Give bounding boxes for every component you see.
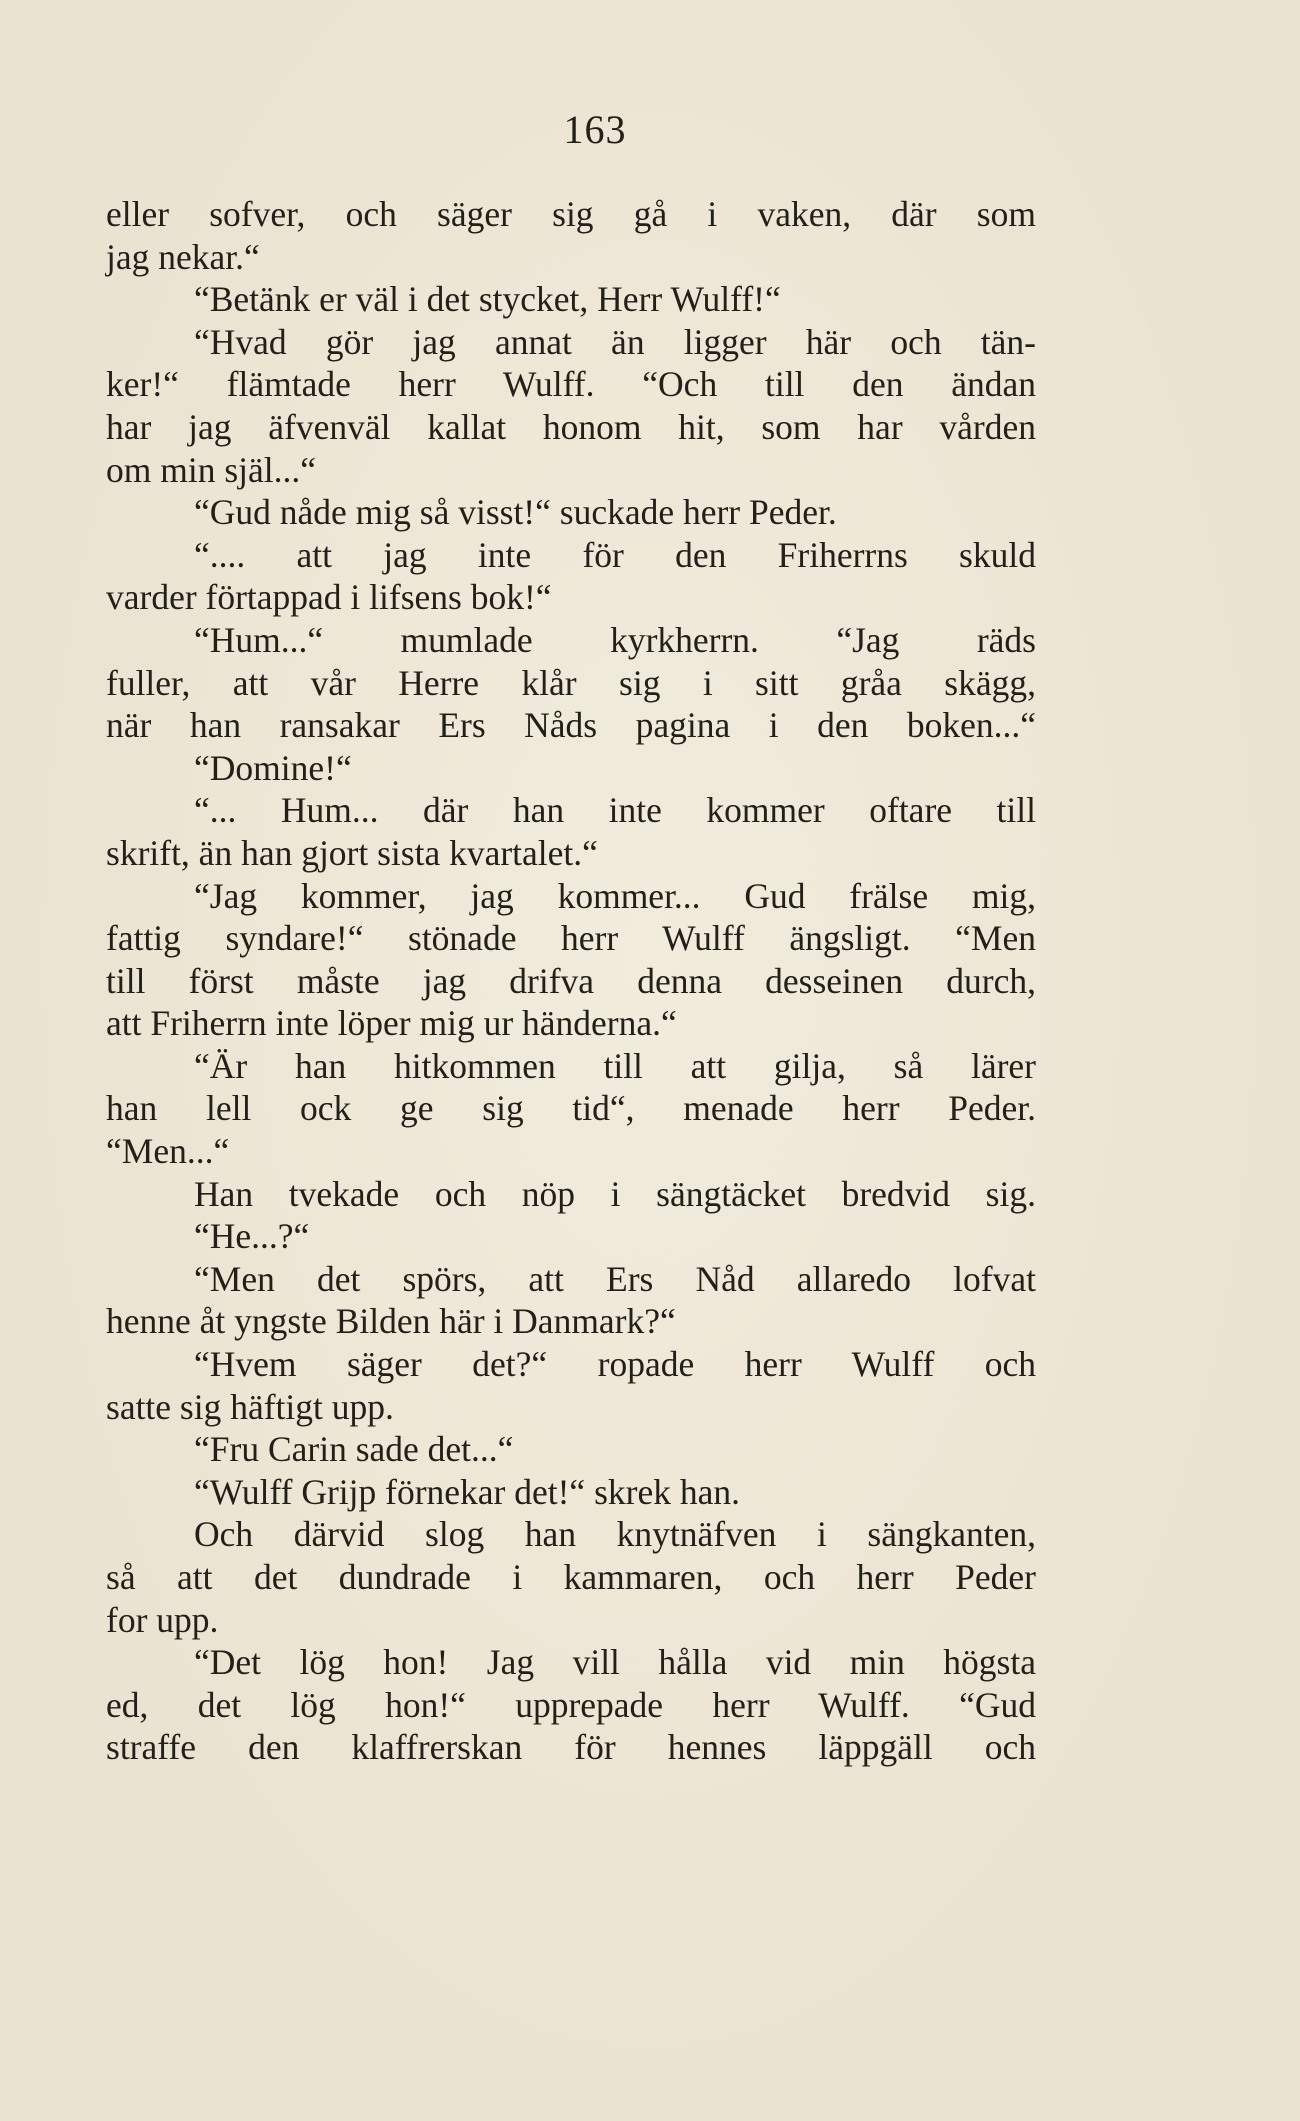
text-line: så att det dundrade i kammaren, och herr Peder [106, 1557, 1036, 1597]
text-line: har jag äfvenväl kallat honom hit, som har vården [106, 406, 1036, 447]
text-line: när han ransakar Ers Nåds pagina i den boken...“ [106, 705, 1036, 746]
text-line: varder förtappad i lifsens bok!“ [106, 577, 552, 618]
text-line: “He...?“ [194, 1216, 310, 1257]
text-line: “Gud nåde mig så visst!“ suckade herr Peder. [194, 492, 837, 533]
text-line: skrift, än han gjort sista kvartalet.“ [106, 832, 598, 873]
text-line: “Men det spörs, att Ers Nåd allaredo lofvat [194, 1258, 1036, 1299]
text-line: “Domine!“ [194, 747, 352, 788]
text-line: “Fru Carin sade det...“ [194, 1429, 514, 1470]
text-line: “Men...“ [106, 1131, 230, 1172]
text-line: ed, det lög hon!“ upprepade herr Wulff. “Gud [106, 1684, 1036, 1725]
text-line: att Friherrn inte löper mig ur händerna.“ [106, 1003, 677, 1044]
text-line: “Är han hitkommen till att gilja, så lärer [194, 1045, 1036, 1086]
text-line: “Jag kommer, jag kommer... Gud frälse mig, [194, 875, 1036, 916]
text-line: eller sofver, och säger sig gå i vaken, där som [106, 194, 1036, 234]
text-line: han lell ock ge sig tid“, menade herr Peder. [106, 1088, 1036, 1129]
text-line: till först måste jag drifva denna desseinen durch, [106, 960, 1036, 1001]
text-line: for upp. [106, 1599, 219, 1640]
text-line: satte sig häftigt upp. [106, 1386, 394, 1427]
text-line: om min själ...“ [106, 449, 317, 490]
text-line: fuller, att vår Herre klår sig i sitt gråa skägg, [106, 662, 1036, 703]
text-line: “Wulff Grijp förnekar det!“ skrek han. [194, 1471, 740, 1512]
text-line: “Det lög hon! Jag vill hålla vid min högsta [194, 1642, 1036, 1683]
text-line: jag nekar.“ [106, 236, 260, 277]
text-line: “Hvem säger det?“ ropade herr Wulff och [194, 1344, 1036, 1385]
text-line: “.... att jag inte för den Friherrns skuld [194, 534, 1036, 575]
text-line: ker!“ flämtade herr Wulff. “Och till den ändan [106, 364, 1036, 405]
text-line: “Hum...“ mumlade kyrkherrn. “Jag räds [194, 619, 1036, 660]
text-line: Och därvid slog han knytnäfven i sängkanten, [194, 1514, 1036, 1555]
text-line: straffe den klaffrerskan för hennes läppgäll och [106, 1727, 1036, 1768]
text-line: fattig syndare!“ stönade herr Wulff ängsligt. “Men [106, 918, 1036, 959]
text-line: “Betänk er väl i det stycket, Herr Wulff!“ [194, 279, 781, 320]
text-line: “Hvad gör jag annat än ligger här och tän- [194, 321, 1036, 362]
text-line: henne åt yngste Bilden här i Danmark?“ [106, 1301, 676, 1342]
page-number: 163 [563, 107, 627, 152]
text-line: Han tvekade och nöp i sängtäcket bredvid sig. [194, 1173, 1036, 1214]
text-line: “... Hum... där han inte kommer oftare till [194, 790, 1036, 831]
body-text [106, 193, 1036, 1769]
